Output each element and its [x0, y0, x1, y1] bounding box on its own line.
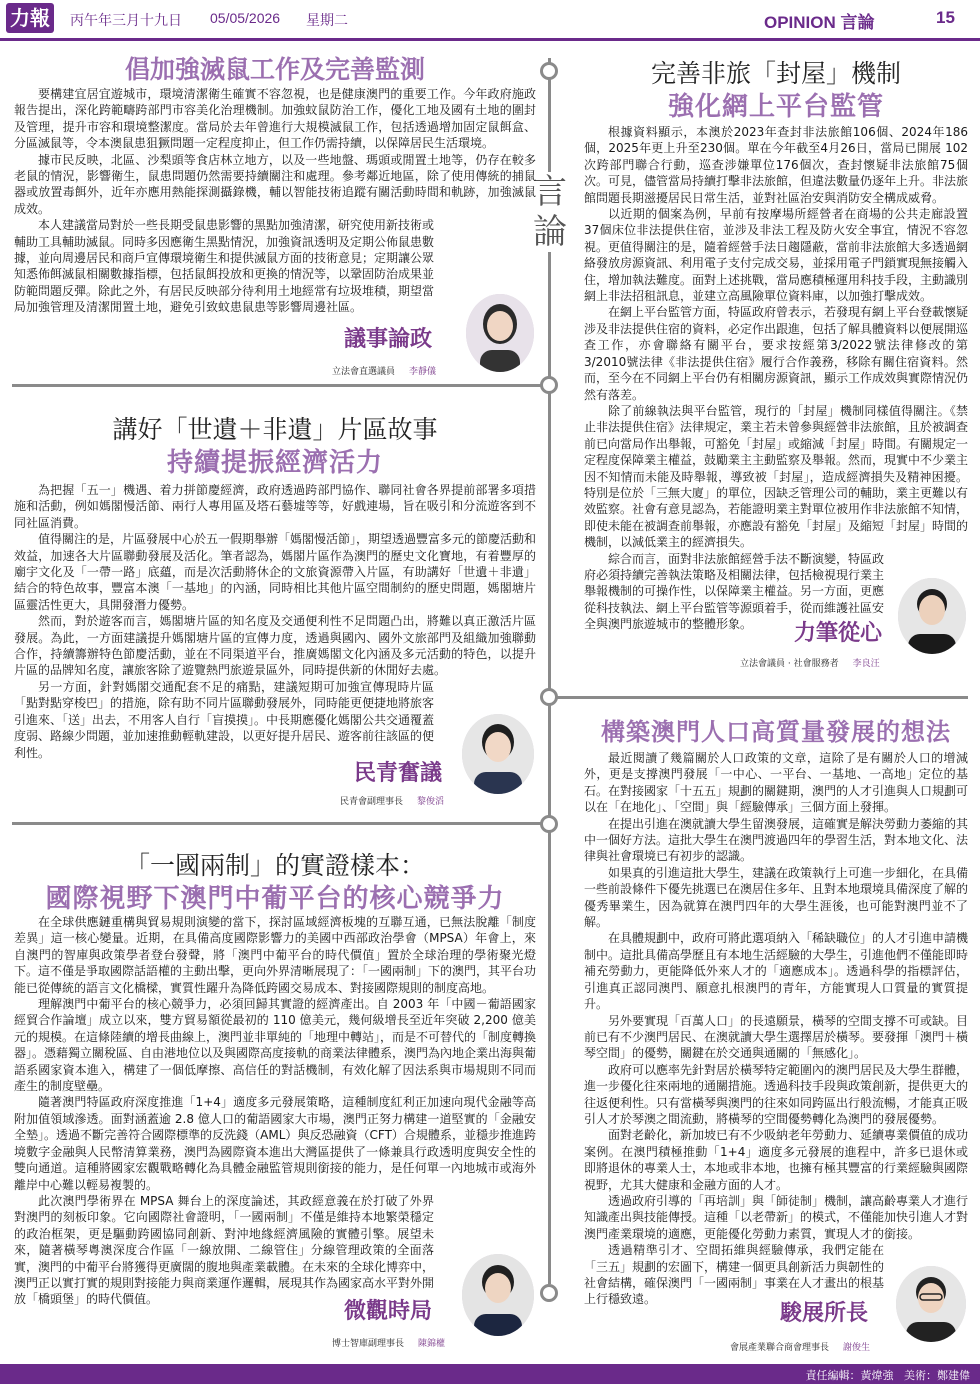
- author-name: 黎俊滔: [417, 797, 445, 807]
- column-name: 力筆從心: [794, 620, 883, 646]
- article-title: 構築澳門人口高質量發展的想法: [601, 718, 951, 746]
- paragraph: 除了前線執法與平台監管，現行的「封屋」機制同樣值得關注。《禁止非法提供住宿》法律規定，業主若未曾參與經營非法旅館，且於被調查前已向當局作出舉報，可豁免「封屋」或縮減「封屋」時間。有關規定一定程度保障業主權益，鼓勵業主主動監察及舉報。然而，現實中不少業主因不知情而未能及時舉報，導致被「封屋」，造成經濟損失及精神困擾。特別是位於「三無大廈」的單位，因缺乏管理公司的輔助，業主更難以有效監察。社會有意見認為，若能證明業主對單位被用作非法旅館不知情，即使未能在被調查前舉報，亦應設有豁免「封屋」及縮短「封屋」時間的機制，以減低業主的經濟損失。: [584, 403, 969, 550]
- author-name: 陳錦權: [418, 1339, 446, 1349]
- spine-label: 言論: [530, 172, 570, 252]
- portrait-photo: [466, 294, 534, 372]
- section-name: OPINION 言論: [764, 13, 875, 32]
- article-title: 倡加強滅鼠工作及完善監測: [124, 55, 425, 84]
- author-role: 會展產業聯合商會理事長: [730, 1343, 830, 1353]
- paragraph: 透過政府引導的「再培訓」與「師徒制」機制，讓高齡專業人才進行知識產出與技能傳授。這種「以老帶新」的模式，不僅能加快引進人才對澳門產業環境的適應，更能優化勞動力素質，實現人才的銜接。: [584, 1193, 969, 1241]
- paragraph: 據市民反映，北區、沙梨頭等食店林立地方，以及一些地盤、瑪頭或閒置土地等，仍存在較多老鼠的情況，影響衛生，鼠患問題仍然需要持續關注和處理。參考鄰近地區，除了使用傳統的捕鼠器或放置毒餌外，近年亦應用熱能探測攝錄機，輔以智能技術追蹤有關活動時間和軌跡，加強滅鼠成效。: [14, 152, 536, 216]
- paragraph: 政府可以應率先針對居於橫琴特定範圍內的澳門居民及大學生群體，進一步優化往來兩地的通關措施。透過科技手段與政策創新，提供更大的往返便利性。只有當橫琴與澳門的往來如同跨區出行般流暢，才能真正吸引人才於琴澳之間流動，將橫琴的空間優勢轉化為澳門的發展優勢。: [584, 1062, 969, 1126]
- article-subtitle: 持續提振經濟活力: [166, 448, 383, 478]
- page-header: [0, 0, 980, 40]
- paragraph: 另外要實現「百萬人口」的長遠願景，橫琴的空間支撐不可或缺。目前已有不少澳門居民、在澳就讀大學生選擇居於橫琴。要發揮「澳門＋橫琴空間」的優勢，關鍵在於交通與通關的「無感化」。: [584, 1013, 969, 1061]
- author-role: 博士智庫副理事長: [332, 1339, 405, 1349]
- paragraph: 根據資料顯示，本澳於2023年查封非法旅館106個、2024年186個，2025年更上升至230個。單在今年截至4月26日，當局已開展 102 次跨部門聯合行動，巡查涉嫌單位176個次，查封懷疑非法旅館75個次。可見，儘管當局持續打擊非法旅館，但違法數量仍逐年上升。非法旅館問題長期滋擾居民日常生活，並對社區治安與消防安全構成威脅。: [584, 125, 969, 205]
- paragraph: 在提出引進在澳就讀大學生留澳發展，這確實是解決勞動力萎縮的其中一個好方法。這批大學生在澳門渡過四年的學習生活，對本地文化、法律與社會環境已有初步的認識。: [584, 816, 969, 864]
- author-role: 民青會副理事長: [340, 797, 404, 807]
- paragraph: 要構建宜居宜遊城市，環境清潔衛生確實不容忽視，也是健康澳門的重要工作。今年政府施政報告提出，深化跨範疇跨部門市容美化治理機制。加強蚊鼠防治工作，優化工地及國有土地的圍封及管理，提升市容和環境整潔度。當局於去年曾進行大規模滅鼠工作，包括透過增加固定鼠餌盒、分區滅鼠等，令本澳鼠患狙獗問題一定程度抑止，但工作仍需持續，以保障居民生活環境。: [14, 87, 536, 151]
- lunar-date: 丙午年三月十九日: [70, 12, 182, 28]
- art-credit: 美術：鄭建偉: [904, 1369, 970, 1382]
- article-title: 講好「世遺＋非遺」片區故事: [112, 415, 438, 444]
- spine-knob: [540, 62, 558, 80]
- author-credit: [332, 364, 436, 377]
- divider-rule: [12, 822, 542, 825]
- author-credit: [730, 1340, 870, 1353]
- issue-date: 05/05/2026: [210, 10, 281, 26]
- article-heritage-district: [14, 396, 536, 816]
- paragraph: 在網上平台監管方面，特區政府曾表示，若發現有網上平台登載懷疑涉及非法提供住宿的資料，必定作出跟進，包括了解具體資料以便展開巡查工作，亦會聯絡有關平台，要求按經第3/2022號法律修改的第3/2010號法律《非法提供住宿》履行合作義務，移除有關住宿資料。然而，至今在不同網上平台仍有相關房源資訊，顯示工作成效與實際情況仍然有落差。: [584, 305, 969, 402]
- article-illegal-hostels: [584, 44, 968, 684]
- column-name: 微觀時局: [344, 1298, 433, 1324]
- divider-rule: [12, 384, 542, 387]
- spine-knob: [540, 1284, 558, 1302]
- portrait-photo: [896, 1266, 966, 1342]
- article-body: [14, 86, 536, 316]
- paragraph: 在全球供應鏈重構與貿易規則演變的當下，探討區域經濟板塊的互聯互通，已無法脫離「制度差異」這一核心變量。近期，在具備高度國際影響力的美國中西部政治學會（MPSA）年會上，來自澳門的智庫與政策學者登台發聲，將「澳門中葡平台的時代價值」置於全球治理的學術聚光燈下。這不僅是爭取國際話語權的主動出擊，更向外界清晰展現了：「一國兩制」下的澳門，其平台功能已從傳統的語言文化橋樑，實質性躍升為降低跨國交易成本、對接國際規則的制度高地。: [14, 915, 537, 995]
- article-body: [14, 914, 536, 1308]
- article-title: 「一國兩制」的實證樣本：: [124, 851, 425, 880]
- paragraph: 本人建議當局對於一些長期受鼠患影響的黑點加強清潔，研究使用新技術或輔助工具輔助滅鼠。同時多因應衛生黑點情況，加強資訊透明及定期公佈鼠患數據，並向周邊居民和商戶宣傳環境衛生和提供滅鼠方面的技術意見；定期讓公眾知悉佈餌滅鼠相關數據指標，包括鼠餌投放和更換的情況等，以鞏固防治成果並防範問題反彈。除此之外，有居民反映部分待利用土地經常有垃圾堆積，期望當局加強管理及清潔閒置土地，避免引致蚊患鼠患等影響周邊社區。: [14, 218, 435, 315]
- portrait-photo: [462, 1254, 534, 1336]
- author-role: 立法會直選議員: [332, 367, 396, 377]
- paragraph: 透過精準引才、空間拓維與經驗傳承，我們定能在「三五」規劃的宏圖下，構建一個更具創新活力與韌性的社會結構，確保澳門「一國兩制」事業在人才畫出的根基上行穩致遠。: [584, 1243, 885, 1307]
- editor-credit: 責任編輯：黃煒強: [805, 1369, 894, 1382]
- column-name: 駿展所長: [780, 1300, 869, 1326]
- paragraph: 此次澳門學術界在 MPSA 舞台上的深度論述，其政經意義在於打破了外界對澳門的刻板印象。它向國際社會證明，「一國兩制」不僅是維持本地繁榮穩定的政治框架，更是驅動跨國協同創新、對沖地緣經濟風險的實體引擎。展望未來，隨著橫琴粵澳深度合作區「一線放開、二線管住」分線管理政策的全面落實，澳門的中葡平台將獲得更廣闊的腹地與產業載體。在未來的全球化博弈中，澳門正以實打實的規則對接能力與商業運作邏輯，展現其作為國家高水平對外開放「橋頭堡」的時代價值。: [14, 1193, 435, 1307]
- article-subtitle: 國際視野下澳門中葡平台的核心競爭力: [45, 884, 505, 914]
- article-subtitle: 強化網上平台監管: [667, 92, 884, 122]
- paragraph: 值得關注的是，片區發展中心於五一假期舉辦「媽閣慢活節」，期望透過豐富多元的節慶活動和效益，加速各大片區聯動發展及活化。筆者認為，媽閣片區作為澳門的歷史文化寶地，有着豐厚的廟宇文化及「一帶一路」底蘊，而是次活動將休企的文旅資源帶入片區，有助講好「世遺＋非遺」結合的特色故事，豐富本澳「一基地」的內涵，同時相比其他片區空間制約的歷史問題，媽閣塘片區靈活性更大，具開發潛力優勢。: [14, 532, 537, 612]
- article-rodent-control: [14, 44, 536, 380]
- author-credit: [332, 1336, 445, 1349]
- author-name: 李靜儀: [409, 367, 437, 377]
- spine-knob: [540, 815, 558, 833]
- spine-knob: [540, 376, 558, 394]
- divider-rule: [556, 696, 968, 699]
- paragraph: 理解澳門中葡平台的核心競爭力，必須回歸其實證的經濟產出。自 2003 年「中國－葡語國家經貿合作論壇」成立以來，雙方貿易額從最初的 110 億美元，幾何級增長至近年突破 2,200 億美元的規模。在這條陸續的增長曲線上，澳門並非單純的「地理中轉站」，而是不可替代的「制度轉換器」。憑藉獨立關稅區、自由港地位以及與國際高度接軌的商業法律體系，澳門為內地企業出海與葡語系國家資本進入，構建了一個低摩擦、高信任的對話機制，有效化解了因法系與市場規則不同而產生的制度壁壘。: [14, 997, 537, 1094]
- header-rule: [0, 38, 980, 41]
- author-credit: [340, 794, 444, 807]
- paragraph: 然而，對於遊客而言，媽閣塘片區的知名度及交通便利性不足問題凸出，將難以真正激活片區發展。為此，一方面建議提升媽閣塘片區的宣傳力度，透過與國內、國外文旅部門及組織加強聯動合作，持續籌辦特色節慶活動，並在不同渠道平台，推廣媽閣文化內涵及多元活動的特色，以提升片區的品牌知名度，讓旅客除了遊覽熱門旅遊景區外，同時提供新的休閒好去處。: [14, 614, 536, 678]
- newspaper-logo: 力報: [6, 3, 54, 33]
- page-footer: [0, 1364, 980, 1384]
- article-title: 完善非旅「封屋」機制: [650, 59, 901, 88]
- portrait-photo: [898, 578, 966, 654]
- author-role: 立法會議員 · 社會服務者: [740, 659, 839, 669]
- author-name: 李良汪: [852, 659, 880, 669]
- weekday: 星期二: [306, 12, 348, 28]
- paragraph: 綜合而言，面對非法旅館經營手法不斷演變，特區政府必須持續完善執法策略及相關法律，包括檢視現行業主舉報機制的可操作性，以保障業主權益。另一方面，更應從科技執法、網上平台監管等源頭着手，從而維護社區安全與澳門旅遊城市的整體形象。: [584, 551, 885, 632]
- paragraph: 最近閱讀了幾篇關於人口政策的文章，這除了是有關於人口的增減外，更是支撐澳門發展「一中心、一平台、一基地、一高地」定位的基石。在對接國家「十五五」規劃的關鍵期，澳門的人才引進與人口規劃可以在「在地化」、「空間」與「經驗傳承」三個方面上發揮。: [584, 751, 969, 815]
- article-one-country-two-systems: [14, 834, 536, 1362]
- article-body: [584, 124, 968, 633]
- paragraph: 在具體規劃中，政府可將此選項納入「稀缺職位」的人才引進申請機制中。這批具備高學歷且有本地生活經驗的大學生，引進他們不僅能即時補充勞動力，更能降低外來人才的「適應成本」。透過科學的指標評估，引進真正認同澳門、願意扎根澳門的青年，方能實現人口質量的實質提升。: [584, 931, 969, 1012]
- author-credit: [740, 656, 880, 669]
- paragraph: 如果真的引進這批大學生，建議在政策執行上可進一步細化，在具備一些前設條件下優先挑選已在澳居住多年、且對本地環境具備深度了解的優秀畢業生，因為就算在澳門四年的大學生涯後，也可能對澳門並不了解。: [584, 865, 969, 930]
- article-population-development: [584, 706, 968, 1362]
- page-number: 15: [936, 8, 955, 27]
- column-name: 民青奮議: [354, 760, 443, 786]
- paragraph: 隨著澳門特區政府深度推進「1+4」適度多元發展策略，這種制度紅利正加速向現代金融等高附加值領域滲透。面對涵蓋逾 2.8 億人口的葡語國家大市場，澳門正努力構建一道堅實的「金融安全墊」。透過不斷完善符合國際標準的反洗錢（AML）與反恐融資（CFT）合規體系，並穩步推進跨境數字金融與人民幣清算業務，澳門為國際資本進出大灣區提供了一條兼具行政透明度與安全性的雙向通道。這種將國家宏觀戰略轉化為具體金融監管規則銜接的能力，是任何單一內地城市或海外離岸中心難以輕易複製的。: [14, 1095, 536, 1192]
- paragraph: 以近期的個案為例，早前有按摩場所經營者在商場的公共走廊設置37個床位非法提供住宿，並涉及非法工程及防火安全事宜，情況不容忽視。更值得關注的是，隨着經營手法日趨隱蔽，當前非法旅館大多透過網絡發放房源資訊、利用電子支付完成交易，並採用電子門鎖實現無接觸入住，增加執法難度。面對上述挑戰，當局應積極運用科技手段，主動識別網上非法招租訊息，並建立高風險單位資料庫，以加強打擊成效。: [584, 207, 969, 304]
- portrait-photo: [462, 714, 534, 794]
- article-body: [584, 750, 968, 1308]
- paragraph: 面對老齡化，新加坡已有不少吸納老年勞動力、延續專業價值的成功案例。在澳門積極推動「1+4」適度多元發展的進程中，許多已退休或即將退休的專業人士，本地或非本地，也擁有極其豐富的行業經驗與國際視野，尤其大健康和金融方面的人才。: [584, 1128, 969, 1192]
- author-name: 謝俊生: [843, 1343, 871, 1353]
- paragraph: 為把握「五一」機遇、着力拼節慶經濟，政府透過跨部門協作、聯同社會各界提前部署多項措施和活動，例如媽閣慢活節、兩行人專用區及塔石藝墟等等，好戲連場，旨在吸引和分流遊客到不同社區消費。: [14, 483, 536, 530]
- paragraph: 另一方面，針對媽閣交通配套不足的痛點，建議短期可加強宣傳現時片區「點對點穿梭巴」的措施，除有助不同片區聯動發展外，同時能更便捷地將旅客引進來、「送」出去，不用客人自行「盲摸摸」。中長期應優化媽閣公共交通覆蓋度弱、路線少問題，並加速推動輕軌建設，以更好提升居民、遊客前往該區的便利性。: [14, 679, 435, 760]
- article-body: [14, 482, 536, 761]
- column-name: 議事論政: [344, 326, 433, 352]
- credits: [806, 1367, 971, 1383]
